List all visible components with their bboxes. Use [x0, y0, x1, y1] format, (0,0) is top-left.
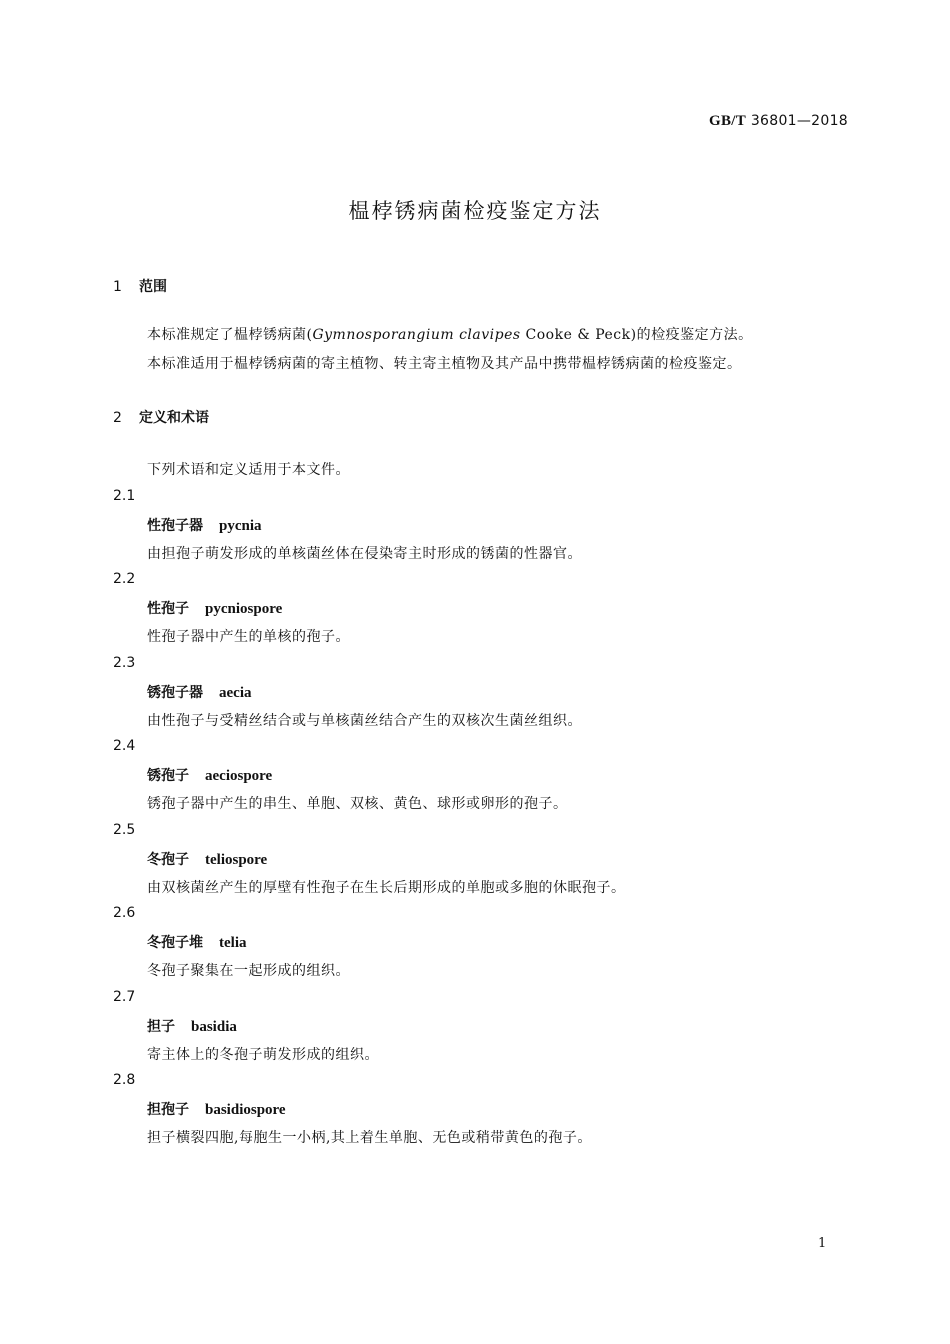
term-heading [147, 1099, 286, 1119]
scope-text: Cooke & Peck)的检疫鉴定方法。 [520, 327, 753, 343]
clause-number: 2.8 [113, 1072, 136, 1088]
scope-text: 本标准规定了榅桲锈病菌( [147, 327, 313, 343]
term-definition: 由性孢子与受精丝结合或与单核菌丝结合产生的双核次生菌丝组织。 [147, 713, 582, 729]
term-zh: 锈孢子 [147, 768, 189, 784]
term-en: telia [219, 935, 247, 951]
clause-number: 2.6 [113, 905, 136, 921]
scope-paragraph-2: 本标准适用于榅桲锈病菌的寄主植物、转主寄主植物及其产品中携带榅桲锈病菌的检疫鉴定。 [147, 356, 742, 372]
term-definition: 由双核菌丝产生的厚壁有性孢子在生长后期形成的单胞或多胞的休眠孢子。 [147, 880, 626, 896]
terms-intro: 下列术语和定义适用于本文件。 [147, 462, 350, 478]
term-en: pycnia [219, 518, 262, 534]
clause-number: 2.7 [113, 989, 136, 1005]
species-name: Gymnosporangium clavipes [312, 327, 521, 343]
term-definition: 性孢子器中产生的单核的孢子。 [147, 629, 350, 645]
clause-number: 2.3 [113, 655, 136, 671]
clause-number: 2.1 [113, 488, 136, 504]
term-en: basidiospore [205, 1102, 286, 1118]
term-zh: 锈孢子器 [147, 685, 203, 701]
term-zh: 担孢子 [147, 1102, 189, 1118]
term-zh: 性孢子器 [147, 518, 203, 534]
term-zh: 冬孢子 [147, 852, 189, 868]
section-title: 定义和术语 [139, 410, 209, 426]
standard-code [709, 113, 848, 130]
scope-paragraph-1 [147, 324, 753, 344]
term-definition: 寄主体上的冬孢子萌发形成的组织。 [147, 1047, 379, 1063]
term-en: basidia [191, 1019, 237, 1035]
document-title: 榅桲锈病菌检疫鉴定方法 [348, 199, 602, 223]
page-number: 1 [818, 1236, 827, 1251]
standard-number: 36801—2018 [746, 113, 848, 129]
term-en: aecia [219, 685, 252, 701]
term-en: teliospore [205, 852, 268, 868]
term-definition: 担子横裂四胞,每胞生一小柄,其上着生单胞、无色或稍带黄色的孢子。 [147, 1130, 592, 1146]
term-zh: 担子 [147, 1019, 175, 1035]
section-title: 范围 [139, 279, 167, 295]
section-number: 1 [113, 279, 122, 295]
section-2-heading [113, 407, 209, 427]
term-en: pycniospore [205, 601, 283, 617]
term-heading [147, 765, 272, 785]
term-zh: 性孢子 [147, 601, 189, 617]
clause-number: 2.5 [113, 822, 136, 838]
term-heading [147, 849, 267, 869]
term-definition: 锈孢子器中产生的串生、单胞、双核、黄色、球形或卵形的孢子。 [147, 796, 568, 812]
term-heading [147, 682, 251, 702]
term-definition: 冬孢子聚集在一起形成的组织。 [147, 963, 350, 979]
clause-number: 2.2 [113, 571, 136, 587]
section-number: 2 [113, 410, 122, 426]
term-en: aeciospore [205, 768, 273, 784]
term-heading [147, 598, 282, 618]
section-1-heading [113, 276, 167, 296]
term-heading [147, 515, 262, 535]
clause-number: 2.4 [113, 738, 136, 754]
term-definition: 由担孢子萌发形成的单核菌丝体在侵染寄主时形成的锈菌的性器官。 [147, 546, 582, 562]
standard-prefix: GB/T [709, 113, 747, 129]
term-heading [147, 1016, 237, 1036]
term-heading [147, 932, 247, 952]
term-zh: 冬孢子堆 [147, 935, 203, 951]
